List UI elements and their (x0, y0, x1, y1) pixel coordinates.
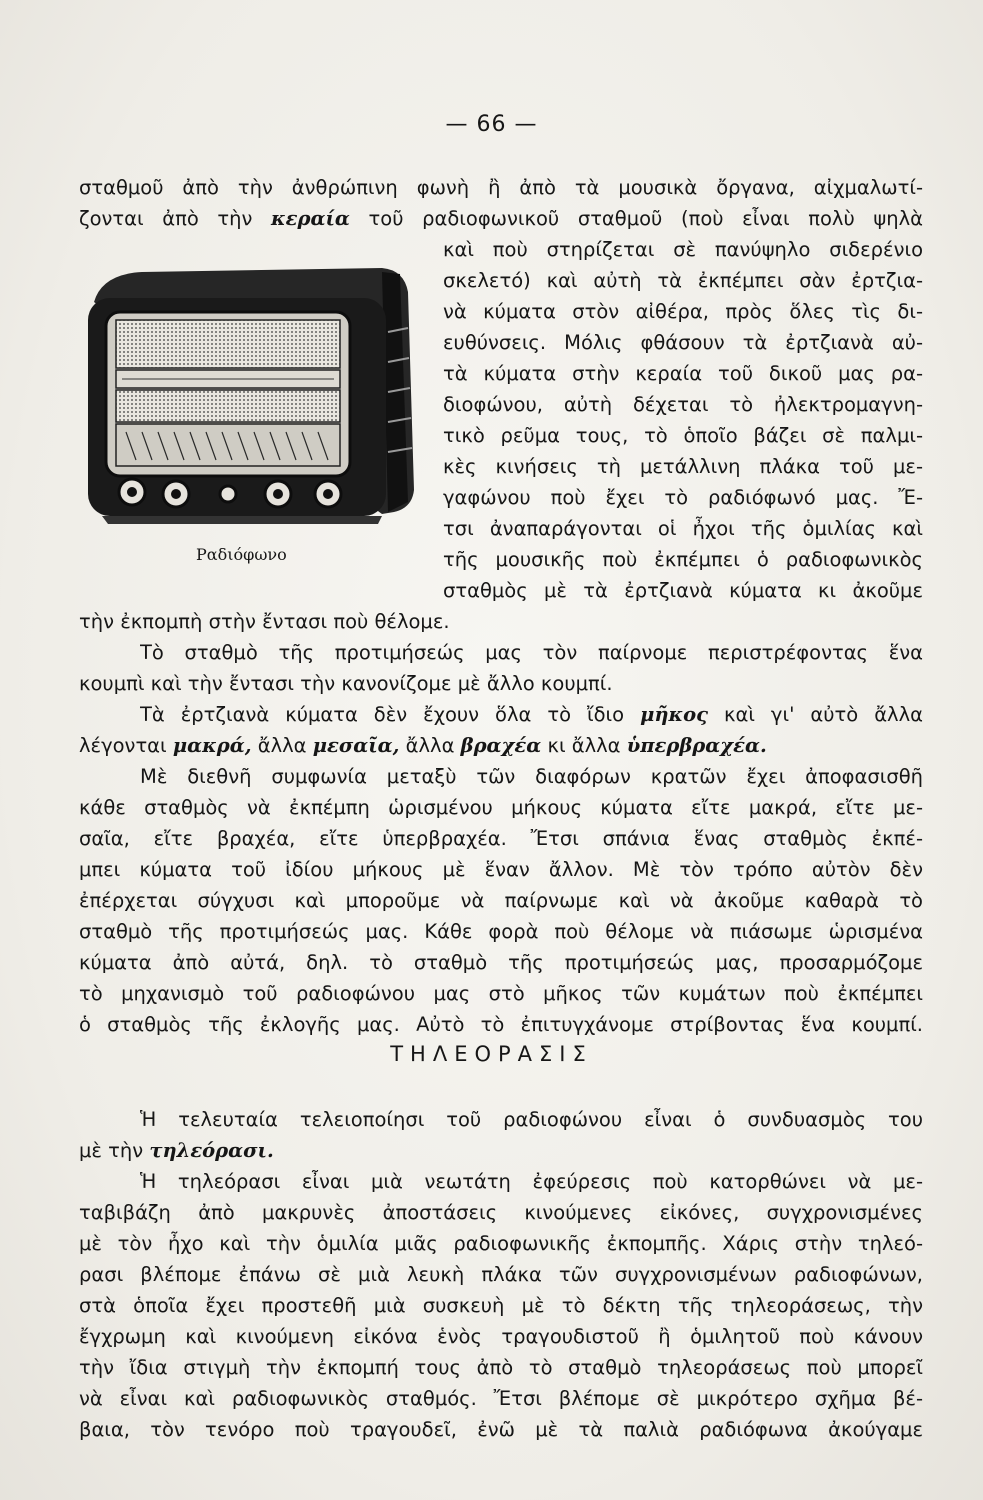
radio-illustration (82, 262, 422, 537)
text-line: Τὰ ἐρτζιανὰ κύματα δὲν ἔχουν ὅλα τὸ ἴδιο μῆκος καὶ γι' αὐτὸ ἄλλα (140, 703, 923, 726)
text-line: ρασι βλέπομε ἐπάνω σὲ μιὰ λευκὴ πλάκα τῶν συγχρονισμένων ραδιοφώνων, (79, 1263, 923, 1286)
text-line: Τὸ σταθμὸ τῆς προτιμήσεώς μας τὸν παίρνομε περιστρέφοντας ἕνα (140, 641, 923, 664)
text-line: Μὲ διεθνῆ συμφωνία μεταξὺ τῶν διαφόρων κρατῶν ἔχει ἀποφασισθῆ (140, 765, 923, 788)
emphasis: κεραία (271, 207, 350, 230)
text-line: νὰ κύματα στὸν αἰθέρα, πρὸς ὅλες τὶς δι- (443, 300, 923, 323)
text-line: ευθύνσεις. Μόλις φθάσουν τὰ ἐρτζιανὰ αὐ- (443, 331, 923, 354)
figure-caption: Ραδιόφωνο (196, 545, 287, 564)
text-line: ἐπέρχεται σύγχυσι καὶ μποροῦμε νὰ παίρνωμε καὶ νὰ ἀκοῦμε καθαρὰ τὸ (79, 889, 923, 912)
middle-grille (116, 390, 340, 422)
text-line: Ἡ τελευταία τελειοποίησι τοῦ ραδιοφώνου εἶναι ὁ συνδυασμὸς του (140, 1108, 923, 1131)
text-line: τὰ κύματα στὴν κεραία τοῦ δικοῦ μας ρα- (443, 362, 923, 385)
cabinet-base (102, 516, 382, 524)
text-line: ζονται ἀπὸ τὴν κεραία τοῦ ραδιοφωνικοῦ σταθμοῦ (ποὺ εἶναι πολὺ ψηλὰ (79, 207, 923, 230)
page-number: — 66 — (445, 112, 538, 137)
text-line: ἔγχρωμη καὶ κινούμενη εἰκόνα ἑνὸς τραγουδιστοῦ ἢ ὁμιλητοῦ ποὺ κάνουν (79, 1325, 923, 1348)
text-line: τὸ μηχανισμὸ τοῦ ραδιοφώνου μας στὸ μῆκος τῶν κυμάτων ποὺ ἐκπέμπει (79, 982, 923, 1005)
text-line: τῆς μουσικῆς ποὺ ἐκπέμπει ὁ ραδιοφωνικὸς (443, 548, 923, 571)
text-line: κύματα ἀπὸ αὐτά, δηλ. τὸ σταθμὸ τῆς προτιμήσεώς μας, προσαρμόζομε (79, 951, 923, 974)
text-line: κουμπὶ καὶ τὴν ἔντασι τὴν κανονίζομε μὲ ἄλλο κουμπί. (79, 672, 613, 695)
text-line: μὲ τὴν τηλεόρασι. (79, 1139, 274, 1162)
text-line: βαια, τὸν τενόρο ποὺ τραγουδεῖ, ἐνῶ μὲ τὰ παλιὰ ραδιόφωνα ἀκούγαμε (79, 1418, 923, 1441)
emphasis: μῆκος (640, 703, 709, 726)
text-line: μὲ τὸν ἦχο καὶ τὴν ὁμιλία μιᾶς ραδιοφωνικῆς ἐκπομπῆς. Χάρις στὴν τηλεό- (79, 1232, 923, 1255)
text-line: σταθμοῦ ἀπὸ τὴν ἀνθρώπινη φωνὴ ἢ ἀπὸ τὰ μουσικὰ ὄργανα, αἰχμαλωτί- (79, 176, 923, 199)
text-line: ὁ σταθμὸς τῆς ἐκλογῆς μας. Αὐτὸ τὸ ἐπιτυγχάνομε στρίβοντας ἕνα κουμπί. (79, 1013, 923, 1036)
text-line: τσι ἀναπαράγονται οἱ ἦχοι τῆς ὁμιλίας καὶ (443, 517, 923, 540)
emphasis: μακρά, (172, 734, 252, 757)
text-line: σταθμὸ τῆς προτιμήσεώς μας. Κάθε φορὰ ποὺ θέλομε νὰ πιάσωμε ὡρισμένα (79, 920, 923, 943)
text-line: διοφώνου, αὐτὴ δέχεται τὸ ἠλεκτρομαγνη- (443, 393, 923, 416)
text-line: τικὸ ρεῦμα τους, τὸ ὁποῖο βάζει σὲ παλμι- (443, 424, 923, 447)
text-line: γαφώνου ποὺ ἔχει τὸ ραδιόφωνό μας. Ἔ- (443, 486, 923, 509)
text-line: στὰ ὁποῖα ἔχει προστεθῆ μιὰ συσκευὴ μὲ τὸ δέκτη τῆς τηλεοράσεως, τὴν (79, 1294, 923, 1317)
text-line: σταθμὸς μὲ τὰ ἐρτζιανὰ κύματα κι ἀκοῦμε (443, 579, 923, 602)
text-line: λέγονται μακρά, ἄλλα μεσαῖα, ἄλλα βραχέα κι ἄλλα ὑπερβραχέα. (79, 734, 767, 757)
text-line: σκελετό) καὶ αὐτὴ τὰ ἐκπέμπει σὰν ἐρτζια- (443, 269, 923, 292)
text-line: τὴν ἐκπομπὴ στὴν ἔντασι ποὺ θέλομε. (79, 610, 450, 633)
emphasis: μεσαῖα, (312, 734, 400, 757)
emphasis: τηλεόρασι. (149, 1139, 274, 1162)
section-heading: ΤΗΛΕΟΡΑΣΙΣ (390, 1042, 593, 1066)
emphasis: βραχέα (460, 734, 542, 757)
text-line: ταβιβάζη ἀπὸ μακρυνὲς ἀποστάσεις κινούμενες εἰκόνες, συγχρονισμένες (79, 1201, 923, 1224)
text-line: σαῖα, εἴτε βραχέα, εἴτε ὑπερβραχέα. Ἔτσι σπάνια ἕνας σταθμὸς ἐκπέ- (79, 827, 923, 850)
upper-grille (116, 320, 340, 368)
text-line: νὰ εἶναι καὶ ραδιοφωνικὸς σταθμός. Ἔτσι βλέπομε σὲ μικρότερο σχῆμα βέ- (79, 1387, 923, 1410)
text-line: κάθε σταθμὸς νὰ ἐκπέμπη ὡρισμένου μήκους κύματα εἴτε μακρά, εἴτε με- (79, 796, 923, 819)
text-line: καὶ ποὺ στηρίζεται σὲ πανύψηλο σιδερένιο (443, 238, 923, 261)
text-line: τὴν ἴδια στιγμὴ τὴν ἐκπομπή τους ἀπὸ τὸ σταθμὸ τηλεοράσεως ποὺ μπορεῖ (79, 1356, 923, 1379)
emphasis: ὑπερβραχέα. (626, 734, 767, 757)
text-line: κὲς κινήσεις τὴ μετάλλινη πλάκα τοῦ με- (443, 455, 923, 478)
text-line: μπει κύματα τοῦ ἰδίου μήκους μὲ ἕναν ἄλλον. Μὲ τὸν τρόπο αὐτὸν δὲν (79, 858, 923, 881)
text-line: Ἡ τηλεόρασι εἶναι μιὰ νεωτάτη ἐφεύρεσις ποὺ κατορθώνει νὰ με- (140, 1170, 923, 1193)
